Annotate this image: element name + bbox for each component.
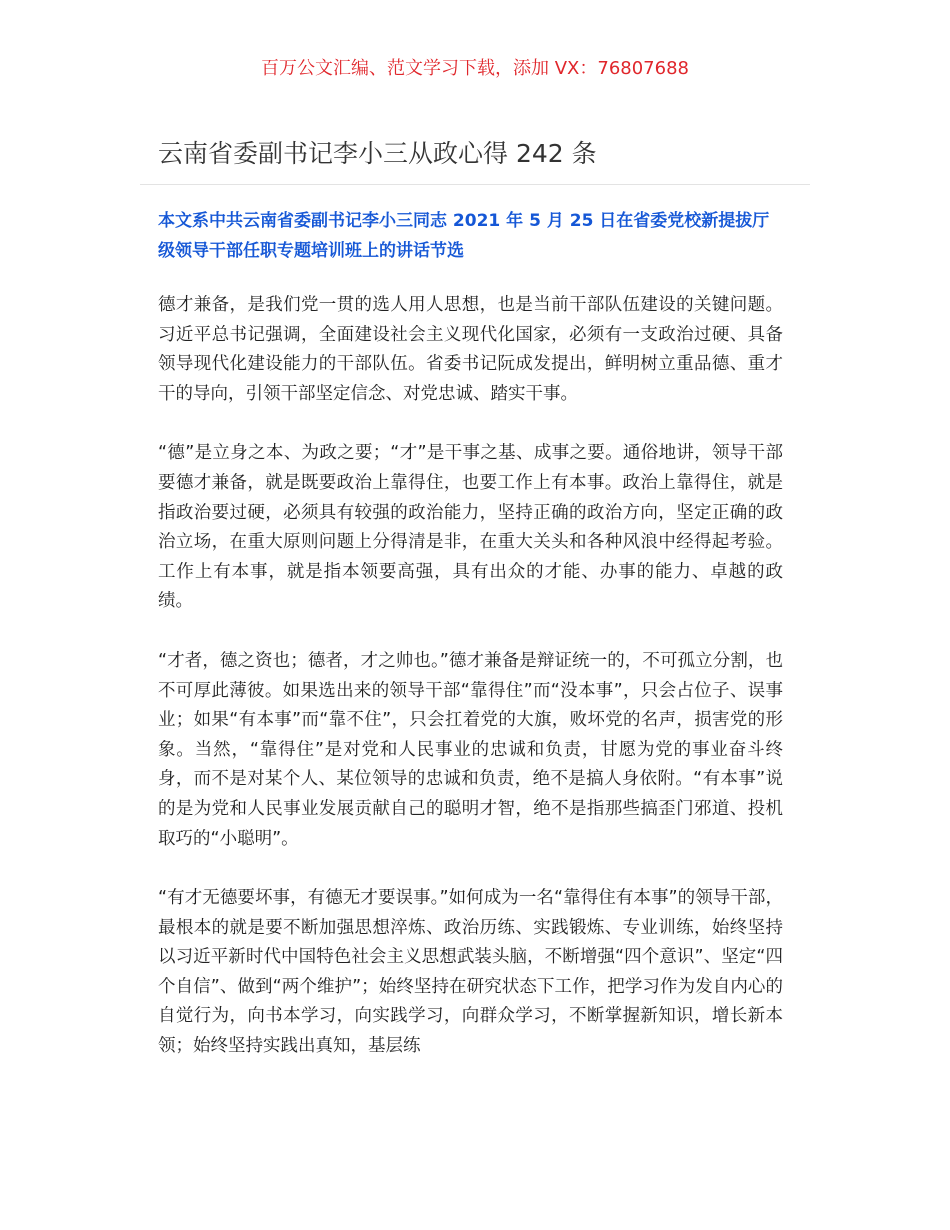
paragraph-1: 德才兼备，是我们党一贯的选人用人思想，也是当前干部队伍建设的关键问题。习近平总书记强调，全面建设社会主义现代化国家，必须有一支政治过硬、具备领导现代化建设能力的干部队伍。省委书记阮成发提出，鲜明树立重品德、重才干的导向，引领干部坚定信念、对党忠诚、踏实干事。 <box>158 295 783 404</box>
paragraph-3: “才者，德之资也；德者，才之帅也。”德才兼备是辩证统一的，不可孤立分割，也不可厚此薄彼。如果选出来的领导干部“靠得住”而“没本事”，只会占位子、误事业；如果“有本事”而“靠不住”，只会扛着党的大旗，败坏党的名声，损害党的形象。当然，“靠得住”是对党和人民事业的忠诚和负责，甘愿为党的事业奋斗终身，而不是对某个人、某位领导的忠诚和负责，绝不是搞人身依附。“有本事”说的是为党和人民事业发展贡献自己的聪明才智，绝不是指那些搞歪门邪道、投机取巧的“小聪明”。 <box>158 650 783 849</box>
title-divider <box>140 184 810 185</box>
header-note: 百万公文汇编、范文学习下载，添加 VX：76807688 <box>261 58 689 79</box>
paragraph-2: “德”是立身之本、为政之要；“才”是干事之基、成事之要。通俗地讲，领导干部要德才兼备，就是既要政治上靠得住，也要工作上有本事。政治上靠得住，就是指政治要过硬，必须具有较强的政治能力，坚持正确的政治方向，坚定正确的政治立场，在重大原则问题上分得清是非，在重大关头和各种风浪中经得起考验。工作上有本事，就是指本领要高强，具有出众的才能、办事的能力、卓越的政绩。 <box>158 443 783 612</box>
paragraph-4: “有才无德要坏事，有德无才要误事。”如何成为一名“靠得住有本事”的领导干部，最根本的就是要不断加强思想淬炼、政治历练、实践锻炼、专业训练，始终坚持以习近平新时代中国特色社会主义思想武装头脑，不断增强“四个意识”、坚定“四个自信”、做到“两个维护”；始终坚持在研究状态下工作，把学习作为发自内心的自觉行为，向书本学习，向实践学习，向群众学习，不断掌握新知识，增长新本领；始终坚持实践出真知，基层练 <box>158 888 783 1057</box>
article-title: 云南省委副书记李小三从政心得 242 条 <box>158 139 597 168</box>
article-lead: 本文系中共云南省委副书记李小三同志 2021 年 5 月 25 日在省委党校新提拔厅级领导干部任职专题培训班上的讲话节选 <box>158 211 770 261</box>
article-body <box>158 291 783 1092</box>
